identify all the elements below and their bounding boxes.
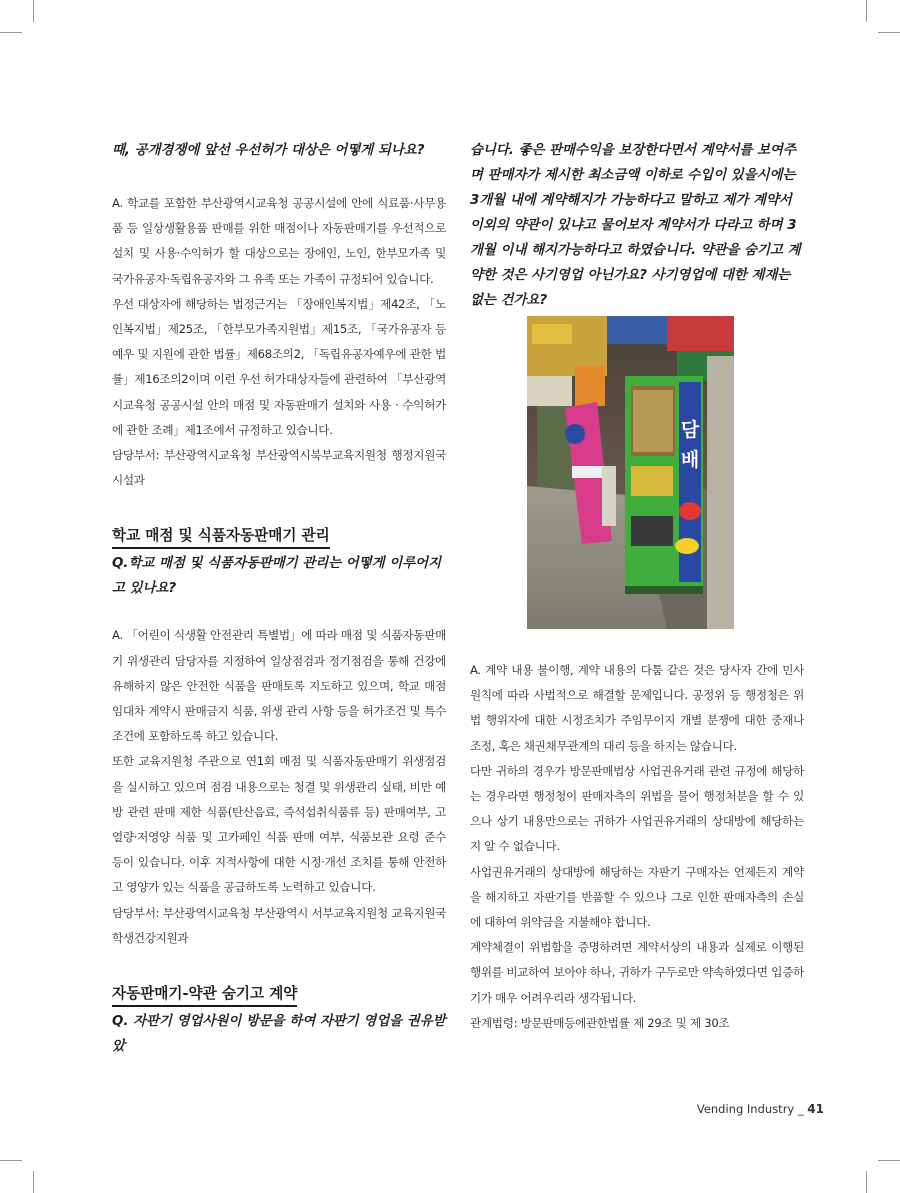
answer-paragraph: 계약체결이 위법함을 증명하려면 계약서상의 내용과 실제로 이행된 행위를 비교하여 보아야 하나, 귀하가 구두로만 약속하였다면 입증하기가 매우 어려우리라 생각됩니다. xyxy=(470,940,804,1005)
crop-mark xyxy=(878,32,900,33)
right-column-answer xyxy=(470,658,804,1036)
department-note: 담당부서: 부산광역시교육청 부산광역시북부교육지원청 행정지원국 시설과 xyxy=(112,448,446,488)
section-question: Q. 자판기 영업사원이 방문을 하여 자판기 영업을 권유받았 xyxy=(112,1014,446,1055)
answer-paragraph: 다만 귀하의 경우가 방문판매법상 사업권유거래 관련 규정에 해당하는 경우라면 행정청이 판매자측의 위법을 물어 행정처분을 할 수 있으나 상기 내용만으로는 귀하가 사업권유거래의 상대방에 해당하는지 알 수 없습니다. xyxy=(470,763,804,854)
answer-paragraph: A. 학교를 포함한 부산광역시교육청 공공시설에 안에 식료품·사무용품 등 일상생활용품 판매를 위한 매점이나 자동판매기를 우선적으로 설치 및 사용·수익허가 할 대상으로는 장애인, 노인, 한부모가족 및 국가유공자·독립유공자와 그 유족 또는 가족이 규정되어 있습니다. xyxy=(112,196,446,286)
crop-mark xyxy=(33,0,34,22)
sign-char: 배 xyxy=(680,449,700,471)
section-title: 자동판매기-약관 숨기고 계약 xyxy=(112,983,297,1007)
question-tail: 때, 공개경쟁에 앞선 우선허가 대상은 어떻게 되나요? xyxy=(112,143,425,158)
question-continued: 습니다. 좋은 판매수익을 보장한다면서 계약서를 보여주며 판매자가 제시한 최소금액 이하로 수입이 있을시에는 3개월 내에 계약해지가 가능하다고 말하고 제가 계약서 이외의 약관이 있냐고 물어보자 계약서가 다라고 하며 3개월 이내 해지가능하다고 하였습니다. 약관을 숨기고 계약한 것은 사기영업 아닌가요? 사기영업에 대한 제재는 없는 건가요? xyxy=(470,143,801,308)
answer-paragraph: A. 계약 내용 불이행, 계약 내용의 다툼 같은 것은 당사자 간에 민사원칙에 따라 사법적으로 해결할 문제입니다. 공정위 등 행정청은 위법 행위자에 대한 시정조치가 주임무이지 개별 분쟁에 대한 중재나 조정, 혹은 채권채무관계의 대리 등을 하지는 않습니다. xyxy=(470,663,804,753)
left-column xyxy=(112,138,446,1059)
related-law-note: 관계법령: 방문판매등에관한법률 제 29조 및 제 30조 xyxy=(470,1015,730,1030)
section-title: 학교 매점 및 식품자동판매기 관리 xyxy=(112,525,330,549)
department-note: 담당부서: 부산광역시교육청 부산광역시 서부교육지원청 교육지원국 학생건강지원과 xyxy=(112,905,446,945)
crop-mark xyxy=(33,1171,34,1193)
page-footer xyxy=(697,1102,824,1116)
answer-paragraph: 우선 대상자에 해당하는 법정근거는 「장애인복지법」제42조, 「노인복지법」제25조, 「한부모가족지원법」제15조, 「국가유공자 등 예우 및 지원에 관한 법률」제68조의2, 「독립유공자예우에 관한 법률」제16조의2이며 이런 우선 허가대상자들에 관련하여 「부산광역시교육청 공공시설 안의 매점 및 자동판매기 설치와 사용 · 수익허가에 관한 조례」제1조에서 규정하고 있습니다. xyxy=(112,296,446,437)
page-number: 41 xyxy=(807,1102,824,1116)
answer-paragraph: 또한 교육지원청 주관으로 연1회 매점 및 식품자동판매기 위생점검을 실시하고 있으며 점검 내용으로는 청결 및 위생관리 실태, 비만 예방 관련 판매 제한 식품(탄산음료, 즉석섭취식품류 등) 판매여부, 고열량·저영양 식품 및 고카페인 식품 판매 여부, 식품보관 요령 준수 등이 있습니다. 이후 지적사항에 대한 시정·개선 조치를 통해 안전하고 영양가 있는 식품을 공급하도록 노력하고 있습니다. xyxy=(112,754,446,895)
vending-machine-photo xyxy=(527,316,734,629)
crop-mark xyxy=(0,1160,22,1161)
crop-mark xyxy=(0,32,22,33)
answer-paragraph: A. 「어린이 식생활 안전관리 특별법」에 따라 매점 및 식품자동판매기 위생관리 담당자를 지정하여 일상점검과 정기점검을 통해 건강에 유해하지 않은 안전한 식품을 판매토록 지도하고 있으며, 학교 매점 임대차 계약시 판매금지 식품, 위생 관리 사항 등을 허가조건 및 특수조건에 포함하도록 하고 있습니다. xyxy=(112,628,446,744)
answer-paragraph: 사업권유거래의 상대방에 해당하는 자판기 구매자는 언제든지 계약을 해지하고 자판기를 반품할 수 있으나 그로 인한 판매자측의 손실에 대하여 위약금을 지불해야 합니다. xyxy=(470,864,804,930)
right-column xyxy=(470,138,804,313)
crop-mark xyxy=(866,0,867,22)
crop-mark xyxy=(866,1171,867,1193)
section-question: Q.학교 매점 및 식품자동판매기 관리는 어떻게 이루어지고 있나요? xyxy=(112,556,442,597)
photo-illustration xyxy=(527,316,734,629)
crop-mark xyxy=(878,1160,900,1161)
sign-char: 담 xyxy=(680,419,700,441)
magazine-name: Vending Industry _ xyxy=(696,1102,808,1116)
